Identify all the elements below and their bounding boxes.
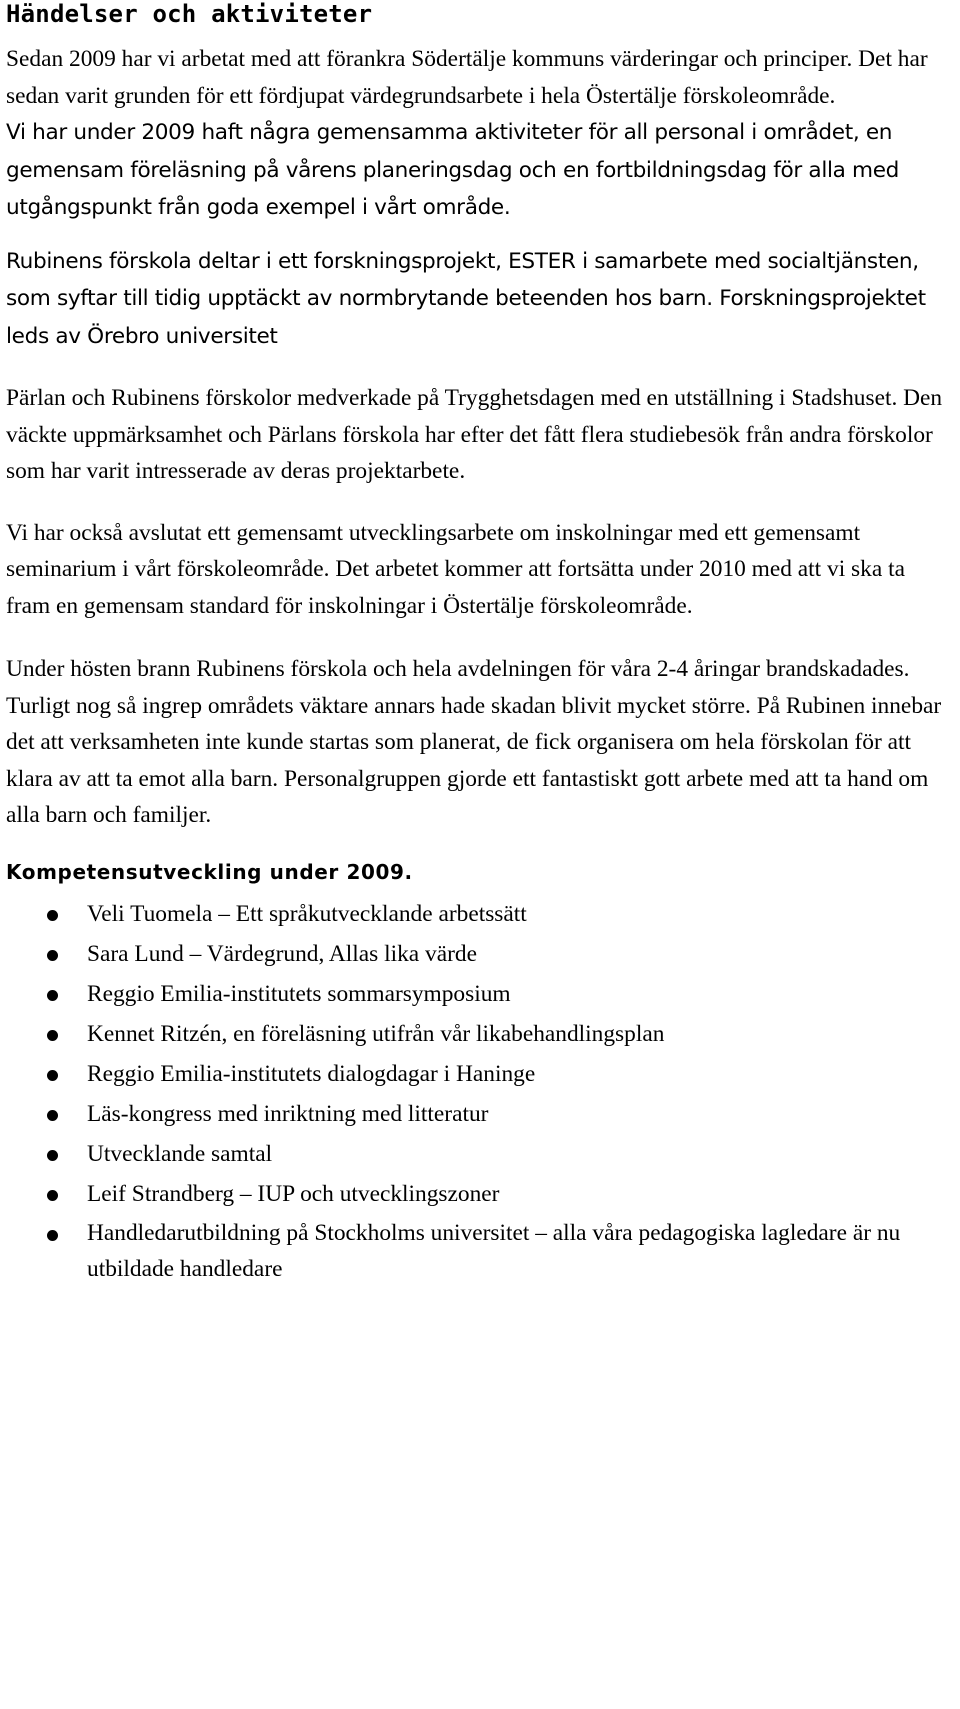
list-item xyxy=(6,935,954,974)
list-item-text: Handledarutbildning på Stockholms universitet – alla våra pedagogiska lagledare är nu utbildade handledare xyxy=(87,1219,901,1282)
paragraph-trygghetsdagen: Pärlan och Rubinens förskolor medverkade på Trygghetsdagen med en utställning i Stadshuset. Den väckte uppmärksamhet och Pärlans förskola har efter det fått flera studiebesök från andra förskolor som har varit intresserade av deras projektarbete. xyxy=(6,385,943,484)
list-item-text: Utvecklande samtal xyxy=(87,1140,273,1167)
section-heading: Händelser och aktiviteter xyxy=(6,0,373,28)
list-item xyxy=(6,895,954,934)
kompetens-heading: Kompetensutveckling under 2009. xyxy=(6,859,413,884)
bullet-icon xyxy=(47,1190,58,1201)
bullet-icon xyxy=(47,990,58,1001)
list-item-text: Sara Lund – Värdegrund, Allas lika värde xyxy=(87,940,477,967)
bullet-icon xyxy=(47,1150,58,1161)
list-item-text: Veli Tuomela – Ett språkutvecklande arbetssätt xyxy=(87,900,527,927)
paragraph-intro: Sedan 2009 har vi arbetat med att förankra Södertälje kommuns värderingar och principer. Det har sedan varit grunden för ett fördjupat värdegrundsarbete i hela Östertälje förskoleområde. xyxy=(6,46,928,109)
paragraph-inskolning: Vi har också avslutat ett gemensamt utvecklingsarbete om inskolningar med ett gemensamt seminarium i vårt förskoleområde. Det arbetet kommer att fortsätta under 2010 med att vi ska ta fram en gemensam standard för inskolningar i Östertälje förskoleområde. xyxy=(6,519,905,619)
bullet-icon xyxy=(47,1070,58,1081)
list-item xyxy=(6,1135,954,1174)
list-item-text: Leif Strandberg – IUP och utvecklingszoner xyxy=(87,1180,500,1207)
paragraph-aktiviteter: Vi har under 2009 haft några gemensamma aktiviteter för all personal i området, en gemensam föreläsning på vårens planeringsdag och en fortbildningsdag för alla med utgångspunkt från goda exempel i vårt område. xyxy=(6,120,899,220)
bullet-icon xyxy=(47,1230,58,1241)
kompetens-list xyxy=(6,895,954,1287)
bullet-icon xyxy=(47,1030,58,1041)
document-page xyxy=(6,0,954,1287)
list-item xyxy=(6,1095,954,1134)
list-item-text: Läs-kongress med inriktning med litteratur xyxy=(87,1100,489,1127)
list-item xyxy=(6,1015,954,1054)
paragraph-ester: Rubinens förskola deltar i ett forskningsprojekt, ESTER i samarbete med socialtjänsten, som syftar till tidig upptäckt av normbrytande beteenden hos barn. Forskningsprojektet leds av Örebro universitet xyxy=(6,248,926,349)
list-item xyxy=(6,975,954,1014)
list-item-text: Reggio Emilia-institutets dialogdagar i Haninge xyxy=(87,1060,536,1087)
bullet-icon xyxy=(47,1110,58,1121)
bullet-icon xyxy=(47,910,58,921)
list-item xyxy=(6,1215,954,1287)
bullet-icon xyxy=(47,950,58,961)
list-item-text: Kennet Ritzén, en föreläsning utifrån vår likabehandlingsplan xyxy=(87,1020,665,1047)
list-item-text: Reggio Emilia-institutets sommarsymposium xyxy=(87,980,511,1007)
list-item xyxy=(6,1055,954,1094)
list-item xyxy=(6,1175,954,1214)
paragraph-brand: Under hösten brann Rubinens förskola och hela avdelningen för våra 2-4 åringar brandskadades. Turligt nog så ingrep områdets väktare annars hade skadan blivit mycket större. På Rubinen innebar det att verksamheten inte kunde startas som planerat, de fick organisera om hela förskolan för att klara av att ta emot alla barn. Personalgruppen gjorde ett fantastiskt gott arbete med att ta hand om alla barn och familjer. xyxy=(6,656,942,828)
